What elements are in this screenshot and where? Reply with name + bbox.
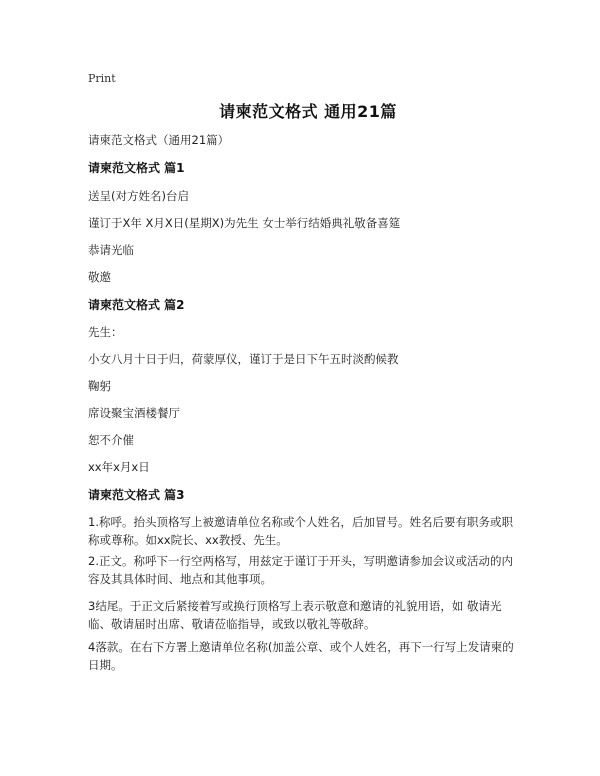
section-2-line: 恕不介催 — [88, 433, 134, 447]
section-1-line: 恭请光临 — [88, 243, 134, 257]
print-label: Print — [88, 72, 116, 85]
section-2-line: 小女八月十日于归，荷蒙厚仪，谨订于是日下午五时淡酌候教 — [88, 352, 399, 366]
section-2-line: 席设聚宝酒楼餐厅 — [88, 406, 180, 420]
section-3-paragraph: 1.称呼。抬头顶格写上被邀请单位名称或个人姓名，后加冒号。姓名后要有职务或职称或尊称。如xx院长、xx教授、先生。 — [88, 515, 513, 547]
document-subtitle: 请柬范文格式（通用21篇） — [88, 133, 230, 147]
section-1-line: 敬邀 — [88, 270, 111, 284]
section-heading-3: 请柬范文格式 篇3 — [88, 488, 185, 502]
section-2-line: 鞠躬 — [88, 379, 111, 393]
section-heading-1: 请柬范文格式 篇1 — [88, 161, 185, 175]
section-3-paragraph: 4落款。在右下方署上邀请单位名称(加盖公章、或个人姓名，再下一行写上发请柬的日期。 — [88, 640, 514, 672]
section-heading-2: 请柬范文格式 篇2 — [88, 298, 185, 312]
section-1-line: 谨订于X年 X月X日(星期X)为先生 女士举行结婚典礼敬备喜筵 — [88, 216, 401, 230]
section-1-line: 送呈(对方姓名)台启 — [88, 189, 189, 203]
page-title: 请柬范文格式 通用21篇 — [219, 102, 397, 121]
section-2-line: xx年x月x日 — [88, 460, 150, 474]
section-3-paragraph: 2.正文。称呼下一行空两格写，用兹定于谨订于开头，写明邀请参加会议或活动的内容及其具体时间、地点和其他事项。 — [88, 554, 513, 586]
section-3-paragraph: 3结尾。于正文后紧接着写或换行顶格写上表示敬意和邀请的礼貌用语，如 敬请光临、敬请届时出席、敬请莅临指导，或致以敬礼等敬辞。 — [88, 599, 502, 631]
section-2-line: 先生： — [88, 325, 123, 339]
